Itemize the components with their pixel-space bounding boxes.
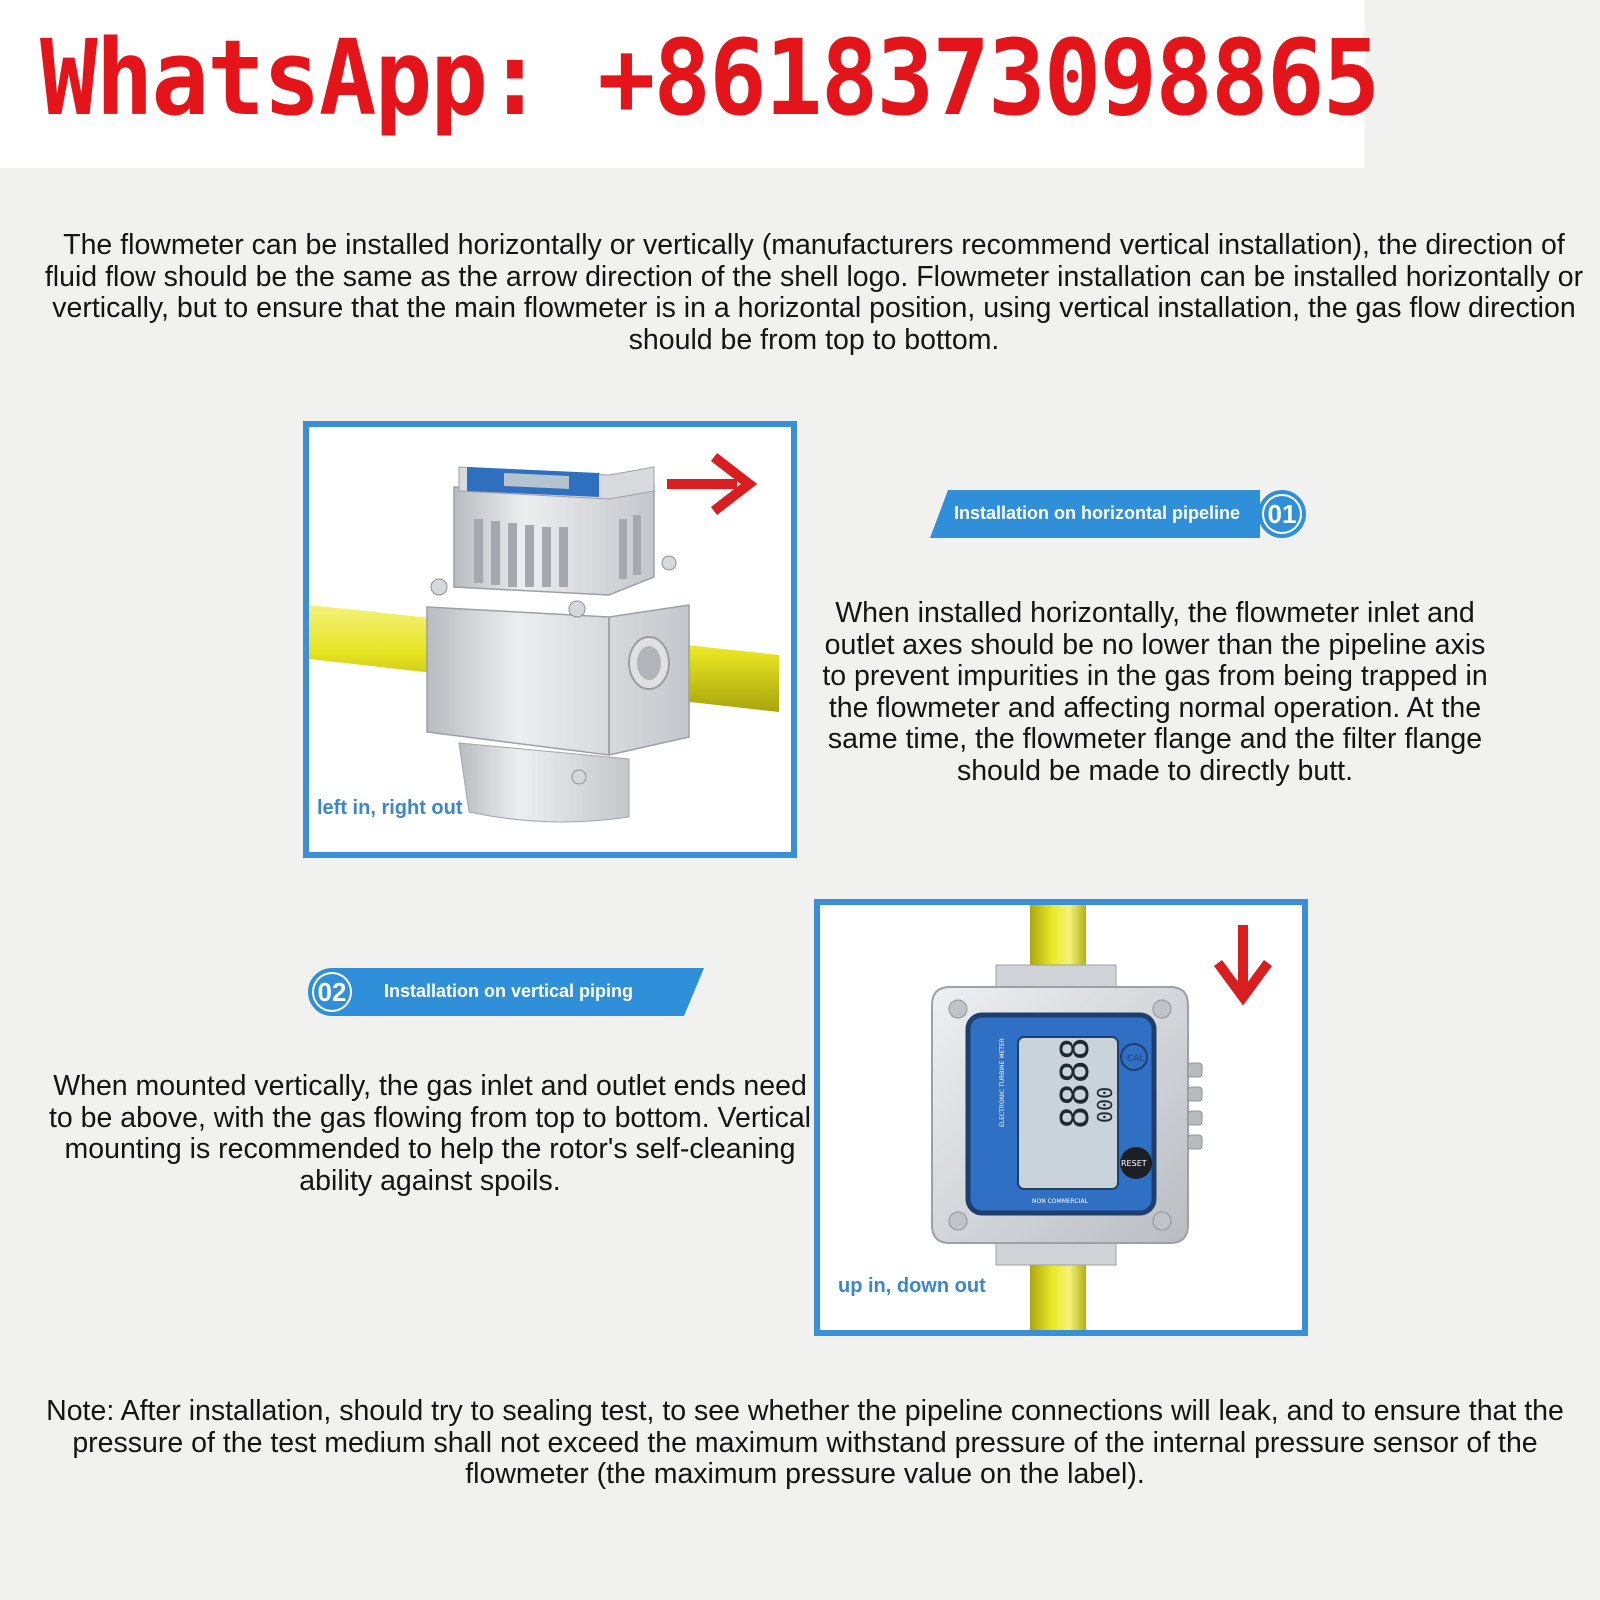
horizontal-install-photo	[303, 421, 797, 858]
lcd-sub-digits: 000	[1093, 1086, 1117, 1123]
lcd-main-digits: 8888	[1053, 1037, 1097, 1129]
step-number-01-badge	[1258, 490, 1306, 538]
note-paragraph: Note: After installation, should try to sealing test, to see whether the pipeline connections will leak, and to ensure that the pressure of the test medium shall not exceed the maximum withstand pressure of the internal pressure sensor of the flowmeter (the maximum pressure value on the label).	[46, 1395, 1564, 1490]
cal-button-label: CAL	[1127, 1054, 1145, 1064]
horizontal-photo-caption: left in, right out	[317, 797, 463, 819]
reset-button-label: RESET	[1121, 1159, 1147, 1168]
vertical-badge-label: Installation on vertical piping	[384, 981, 634, 1001]
vertical-install-photo	[814, 899, 1308, 1336]
step-number-01: 01	[1264, 496, 1300, 532]
meter-brand-text: ELECTRONIC TURBINE METER	[999, 1038, 1006, 1127]
whatsapp-contact-text: WhatsApp: +8618373098865	[40, 17, 1379, 139]
horizontal-install-description: When installed horizontally, the flowmeter inlet and outlet axes should be no lower than the pipeline axis to prevent impurities in the gas from being trapped in the flowmeter and affecting normal operation. At the same time, the flowmeter flange and the filter flange should be made to directly butt.	[822, 597, 1488, 787]
vertical-flowmeter-illustration	[820, 905, 1302, 1330]
horizontal-installation-badge	[930, 488, 1310, 540]
step-number-02-badge	[308, 968, 356, 1016]
vertical-install-description: When mounted vertically, the gas inlet and outlet ends need to be above, with the gas flowing from top to bottom. Vertical mounting is recommended to help the rotor's self-cleaning ability against spoils.	[49, 1070, 811, 1197]
horizontal-flowmeter-illustration	[309, 427, 791, 852]
step-number-02: 02	[314, 974, 350, 1010]
flow-direction-arrow-right	[667, 457, 749, 511]
flow-direction-arrow-down	[1218, 925, 1268, 997]
horizontal-badge-label: Installation on horizontal pipeline	[954, 503, 1241, 523]
meter-footer-text: NON COMMERCIAL	[1032, 1198, 1088, 1205]
vertical-installation-badge	[308, 966, 688, 1018]
vertical-photo-caption: up in, down out	[838, 1275, 986, 1297]
whatsapp-banner	[0, 0, 1379, 168]
intro-paragraph: The flowmeter can be installed horizontally or vertically (manufacturers recommend vertical installation), the direction of fluid flow should be the same as the arrow direction of the shell logo. Flowmeter installation can be installed horizontally or vertically, but to ensure that the main flowmeter is in a horizontal position, using vertical installation, the gas flow direction should be from top to bottom.	[44, 229, 1584, 356]
